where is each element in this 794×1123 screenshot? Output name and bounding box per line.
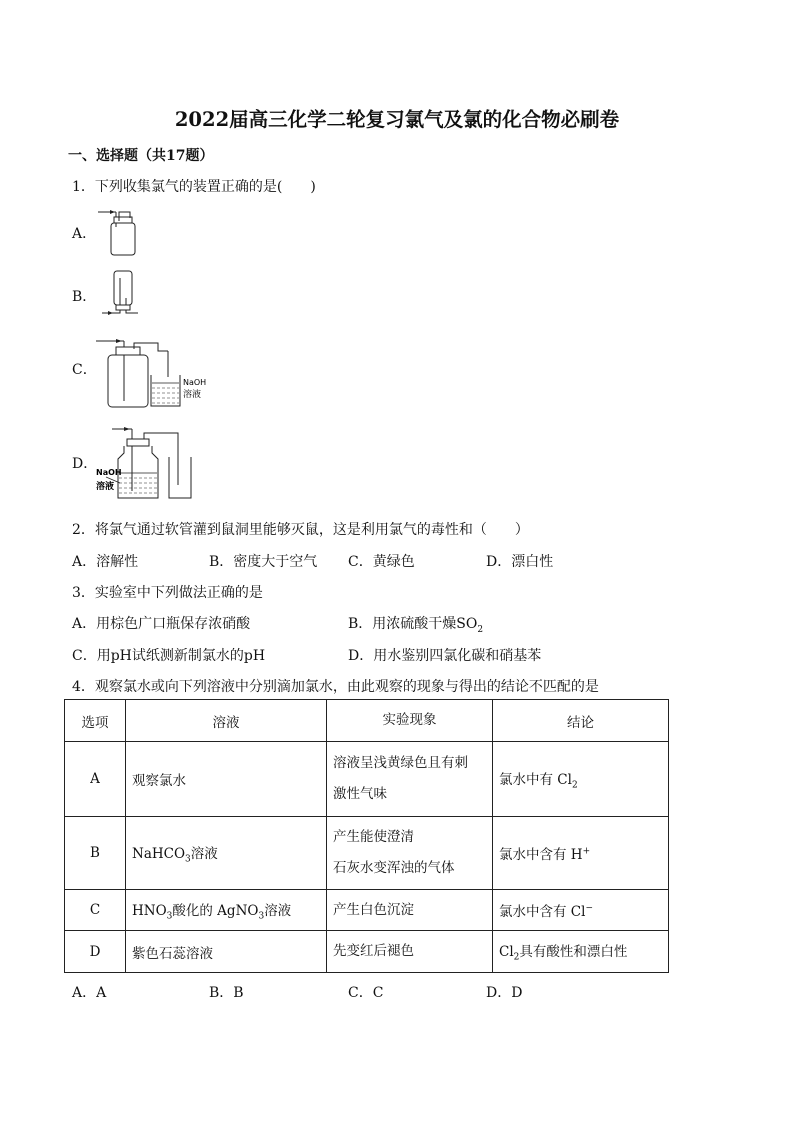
table-row: D 紫色石蕊溶液 先变红后褪色 $Cl_2$具有酸性和漂白性	[65, 931, 669, 973]
header-conclusion: 结论	[493, 700, 669, 742]
question-1-stem: 1．下列收集氯气的装置正确的是( )	[72, 179, 316, 195]
q3-option-c[interactable]: C．用pH试纸测新制氯水的pH	[72, 648, 266, 664]
question-2-stem: 2．将氯气通过软管灌到鼠洞里能够灭鼠，这是利用氯气的毒性和（ ）	[72, 522, 529, 538]
question-4-stem: 4．观察氯水或向下列溶液中分别滴加氯水，由此观察的现象与得出的结论不匹配的是	[72, 679, 599, 695]
q4-option-a[interactable]: A．A	[72, 985, 107, 1001]
header-phenomenon: 实验现象	[327, 700, 493, 742]
table-row: C $HNO_3$酸化的 AgNO$_3$溶液 产生白色沉淀 氯水中含有 Cl−	[65, 890, 669, 931]
q1-option-b-label[interactable]: B．	[72, 289, 97, 305]
table-row: B NaHCO$_3$溶液 产生能使澄清 石灰水变浑浊的气体 氯水中含有 H+	[65, 817, 669, 890]
q4-option-d[interactable]: D．D	[486, 985, 523, 1001]
q1-option-a-label[interactable]: A．	[72, 226, 97, 242]
c-solution-label: 溶液	[183, 390, 202, 400]
header-solution: 溶液	[126, 700, 327, 742]
q1-figure-d	[94, 425, 204, 500]
d-naoh-label: NaOH	[96, 468, 122, 477]
q2-option-a[interactable]: A．溶解性	[72, 554, 139, 570]
d-solution-label: 溶液	[96, 482, 115, 492]
c-naoh-label: NaOH	[183, 378, 207, 387]
q4-table	[64, 699, 669, 973]
q2-option-c[interactable]: C．黄绿色	[348, 554, 415, 570]
q4-option-c[interactable]: C．C	[348, 985, 384, 1001]
q1-figure-b	[98, 268, 148, 318]
table-row: A 观察氯水 溶液呈浅黄绿色且有刺 激性气味 氯水中有 $Cl_2$	[65, 742, 669, 817]
q2-option-d[interactable]: D．漂白性	[486, 554, 554, 570]
section-heading: 一、选择题（共17题）	[68, 148, 214, 164]
q2-option-b[interactable]: B．密度大于空气	[209, 554, 318, 570]
header-option: 选项	[65, 700, 126, 742]
q1-figure-a	[98, 205, 148, 257]
q3-option-a[interactable]: A．用棕色广口瓶保存浓硝酸	[72, 616, 251, 632]
q3-option-b[interactable]: B．用浓硫酸干燥$SO_2$	[348, 616, 484, 635]
q1-option-c-label[interactable]: C．	[72, 362, 97, 378]
q4-option-b[interactable]: B．B	[209, 985, 244, 1001]
q1-option-d-label[interactable]: D．	[72, 456, 98, 472]
question-3-stem: 3．实验室中下列做法正确的是	[72, 585, 263, 601]
q3-option-d[interactable]: D．用水鉴别四氯化碳和硝基苯	[348, 648, 542, 664]
page-title: 2022届高三化学二轮复习氯气及氯的化合物必刷卷	[174, 108, 620, 131]
q1-figure-c	[96, 335, 226, 410]
table-header-row	[65, 700, 669, 742]
